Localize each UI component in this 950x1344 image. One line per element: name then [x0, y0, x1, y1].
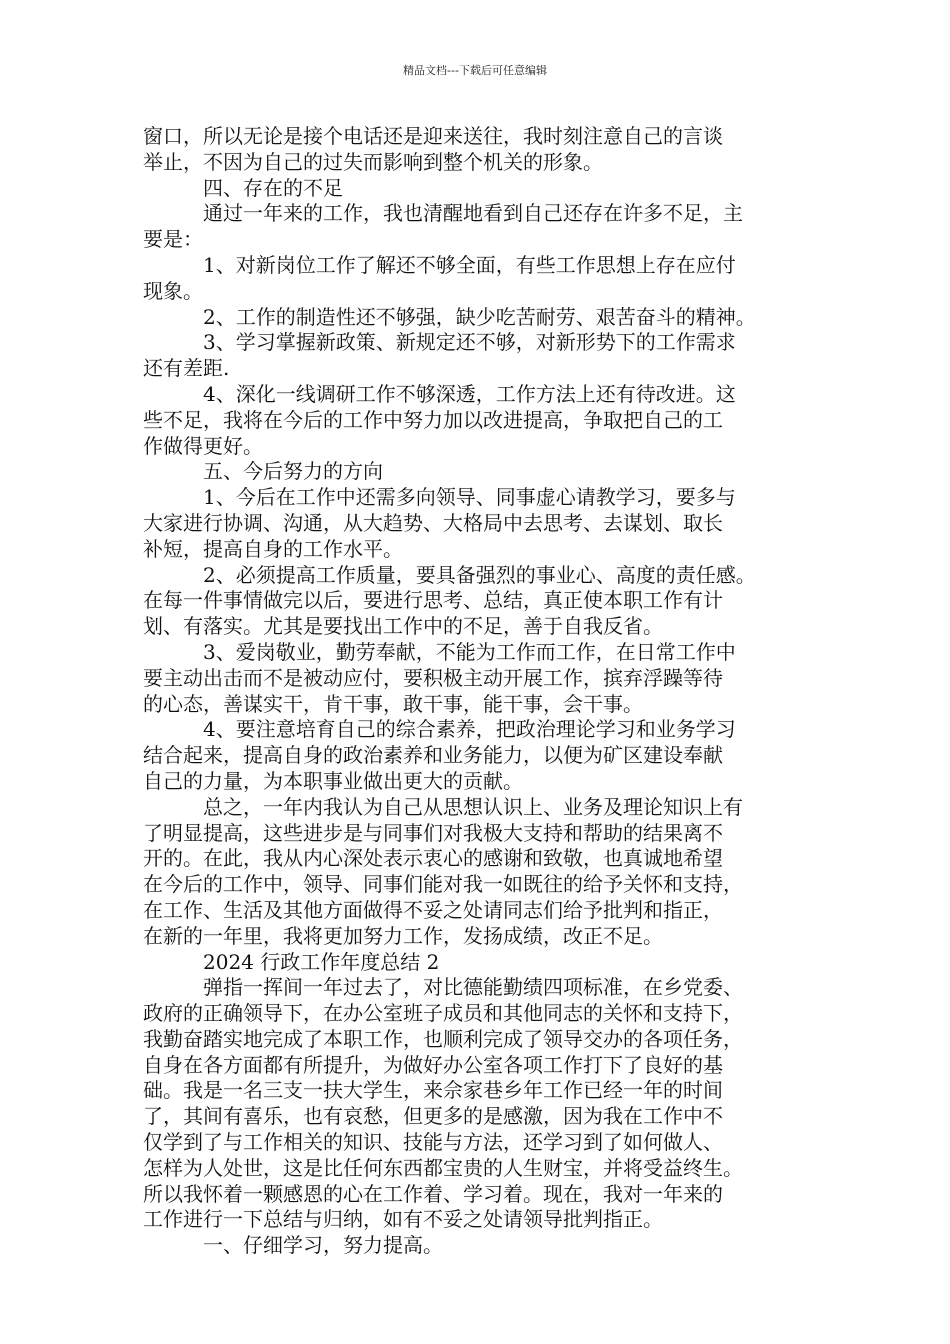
text-line: 在新的一年里，我将更加努力工作，发扬成绩，改正不足。: [143, 923, 663, 948]
text-line: 开的。在此，我从内心深处表示衷心的感谢和致敬，也真诚地希望: [143, 846, 723, 871]
text-line: 要是：: [143, 227, 203, 252]
text-line: 些不足，我将在今后的工作中努力加以改进提高，争取把自己的工: [143, 407, 723, 432]
text-line: 2、必须提高工作质量，要具备强烈的事业心、高度的责任感。: [203, 562, 756, 587]
text-line: 结合起来，提高自身的政治素养和业务能力，以便为矿区建设奉献: [143, 743, 723, 768]
text-line: 弹指一挥间一年过去了，对比德能勤绩四项标准，在乡党委、: [203, 975, 743, 1000]
text-line: 工作进行一下总结与归纳，如有不妥之处请领导批判指正。: [143, 1207, 663, 1232]
text-line: 4、深化一线调研工作不够深透，工作方法上还有待改进。这: [203, 381, 736, 406]
text-line: 通过一年来的工作，我也清醒地看到自己还存在许多不足，主: [203, 201, 743, 226]
text-line: 2、工作的制造性还不够强，缺少吃苦耐劳、艰苦奋斗的精神。: [203, 304, 756, 329]
text-line: 四、存在的不足: [203, 175, 343, 200]
text-line: 2024 行政工作年度总结 2: [203, 949, 440, 974]
text-line: 了，其间有喜乐，也有哀愁，但更多的是感激，因为我在工作中不: [143, 1104, 723, 1129]
text-line: 4、要注意培育自己的综合素养，把政治理论学习和业务学习: [203, 717, 736, 742]
text-line: 础。我是一名三支一扶大学生，来佘家巷乡年工作已经一年的时间: [143, 1078, 723, 1103]
text-line: 3、学习掌握新政策、新规定还不够，对新形势下的工作需求: [203, 330, 736, 355]
text-line: 作做得更好。: [143, 433, 263, 458]
text-line: 1、对新岗位工作了解还不够全面，有些工作思想上存在应付: [203, 252, 736, 277]
text-line: 补短，提高自身的工作水平。: [143, 536, 403, 561]
text-line: 要主动出击而不是被动应付，要积极主动开展工作，摈弃浮躁等待: [143, 665, 723, 690]
text-line: 在工作、生活及其他方面做得不妥之处请同志们给予批判和指正，: [143, 897, 723, 922]
text-line: 仅学到了与工作相关的知识、技能与方法，还学习到了如何做人、: [143, 1130, 723, 1155]
text-line: 总之，一年内我认为自己从思想认识上、业务及理论知识上有: [203, 794, 743, 819]
text-line: 窗口，所以无论是接个电话还是迎来送往，我时刻注意自己的言谈: [143, 124, 723, 148]
text-line: 一、仔细学习，努力提高。: [203, 1233, 443, 1258]
text-line: 的心态，善谋实干，肯干事，敢干事，能干事，会干事。: [143, 691, 643, 716]
text-line: 大家进行协调、沟通，从大趋势、大格局中去思考、去谋划、取长: [143, 510, 723, 535]
text-line: 了明显提高，这些进步是与同事们对我极大支持和帮助的结果离不: [143, 820, 723, 845]
text-line: 怎样为人处世，这是比任何东西都宝贵的人生财宝，并将受益终生。: [143, 1155, 743, 1180]
text-line: 还有差距.: [143, 356, 230, 381]
text-line: 政府的正确领导下，在办公室班子成员和其他同志的关怀和支持下，: [143, 1001, 743, 1026]
text-line: 举止，不因为自己的过失而影响到整个机关的形象。: [143, 149, 603, 174]
text-line: 五、今后努力的方向: [203, 459, 383, 484]
text-line: 我勤奋踏实地完成了本职工作，也顺利完成了领导交办的各项任务，: [143, 1026, 743, 1051]
text-line: 3、爱岗敬业，勤劳奉献，不能为工作而工作，在日常工作中: [203, 639, 736, 664]
page-header: 精品文档---下载后可任意编辑: [403, 64, 547, 77]
text-line: 在今后的工作中，领导、同事们能对我一如既往的给予关怀和支持，: [143, 872, 743, 897]
text-line: 自己的力量，为本职事业做出更大的贡献。: [143, 768, 523, 793]
text-line: 划、有落实。尤其是要找出工作中的不足，善于自我反省。: [143, 614, 663, 639]
text-line: 所以我怀着一颗感恩的心在工作着、学习着。现在，我对一年来的: [143, 1181, 723, 1206]
text-line: 在每一件事情做完以后，要进行思考、总结，真正使本职工作有计: [143, 588, 723, 613]
text-line: 自身在各方面都有所提升，为做好办公室各项工作打下了良好的基: [143, 1052, 723, 1077]
text-line: 1、今后在工作中还需多向领导、同事虚心请教学习，要多与: [203, 485, 736, 510]
text-line: 现象。: [143, 278, 203, 303]
document-body: [143, 124, 809, 1259]
